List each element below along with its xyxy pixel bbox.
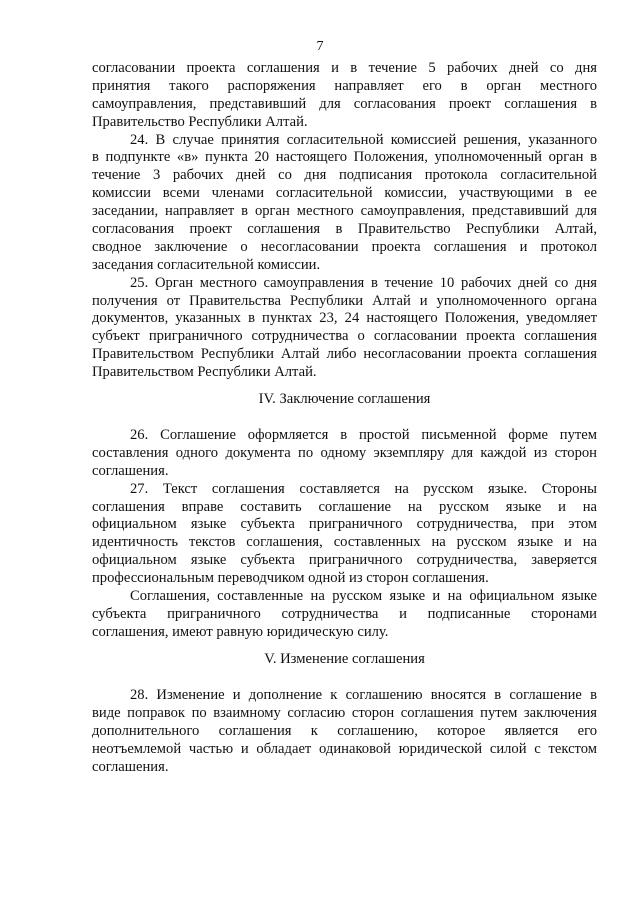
text-line: Соглашения, составленные на русском языке и на официальном языке [130, 588, 597, 605]
text-line: субъект приграничного сотрудничества о согласовании проекта соглашения [92, 328, 597, 345]
text-line: сводное заключение о несогласовании проекта соглашения и протокол [92, 238, 597, 255]
text-line: согласования проект соглашения в Правительство Республики Алтай, [92, 221, 597, 238]
section-heading-iv: IV. Заключение соглашения [258, 391, 431, 407]
text-line: соглашения. [92, 462, 169, 479]
text-line: принятия такого распоряжения направляет его в орган местного [92, 77, 597, 94]
text-line: 25. Орган местного самоуправления в течение 10 рабочих дней со дня [130, 274, 597, 291]
text-line: получения от Правительства Республики Алтай и уполномоченного органа [92, 292, 597, 309]
page-number: 7 [316, 39, 324, 54]
text-line: соглашения. [92, 758, 169, 775]
text-block-clauses-23-25 [92, 60, 597, 382]
text-line: 28. Изменение и дополнение к соглашению вносятся в соглашение в [130, 687, 597, 703]
text-line: соглашения, имеют равную юридическую силу. [92, 623, 389, 640]
text-line: соглашения вправе составить соглашение на русском языке и на [92, 498, 597, 515]
text-line: согласовании проекта соглашения и в течение 5 рабочих дней со дня [92, 60, 597, 76]
text-line: самоуправления, представивший для согласования проект соглашения в [92, 95, 597, 112]
text-line: виде поправок по взаимному согласию сторон соглашения путем заключения [92, 704, 597, 721]
text-line: официальном языке субъекта приграничного сотрудничества, при этом [92, 516, 597, 533]
text-line: Правительством Республики Алтай либо несогласовании проекта соглашения [92, 346, 597, 363]
text-line: неотъемлемой частью и обладает одинаковой юридической силой с текстом [92, 740, 597, 757]
text-line: составления одного документа по одному экземпляру для каждой из сторон [92, 444, 597, 461]
text-line: в подпункте «в» пункта 20 настоящего Положения, уполномоченный орган в [92, 149, 597, 166]
text-line: комиссии всеми членами согласительной комиссии, участвующими в ее [92, 185, 597, 202]
text-line: 24. В случае принятия согласительной комиссией решения, указанного [130, 131, 597, 148]
text-block-clauses-26-27 [92, 427, 597, 642]
text-line: субъекта приграничного сотрудничества и подписанные сторонами [92, 605, 597, 622]
text-line: течение 3 рабочих дней со дня подписания протокола согласительной [92, 167, 597, 184]
text-line: 27. Текст соглашения составляется на русском языке. Стороны [130, 480, 597, 497]
text-line: официальном языке субъекта приграничного сотрудничества, заверяется [92, 552, 597, 569]
text-line: Правительством Республики Алтай. [92, 364, 317, 381]
text-line: заседании, направляет в орган местного самоуправления, представивший для [92, 203, 597, 220]
text-line: 26. Соглашение оформляется в простой письменной форме путем [130, 427, 597, 443]
text-line: дополнительного соглашения к соглашению, которое является его [92, 722, 597, 739]
text-line: профессиональным переводчиком одной из сторон соглашения. [92, 570, 489, 587]
text-line: идентичность текстов соглашения, составленных на русском языке и на [92, 534, 597, 551]
text-line: документов, указанных в пунктах 23, 24 настоящего Положения, уведомляет [92, 310, 597, 327]
section-heading-v: V. Изменение соглашения [264, 651, 425, 667]
text-block-clause-28 [92, 687, 597, 776]
text-line: Правительство Республики Алтай. [92, 113, 308, 130]
text-line: заседания согласительной комиссии. [92, 256, 321, 273]
